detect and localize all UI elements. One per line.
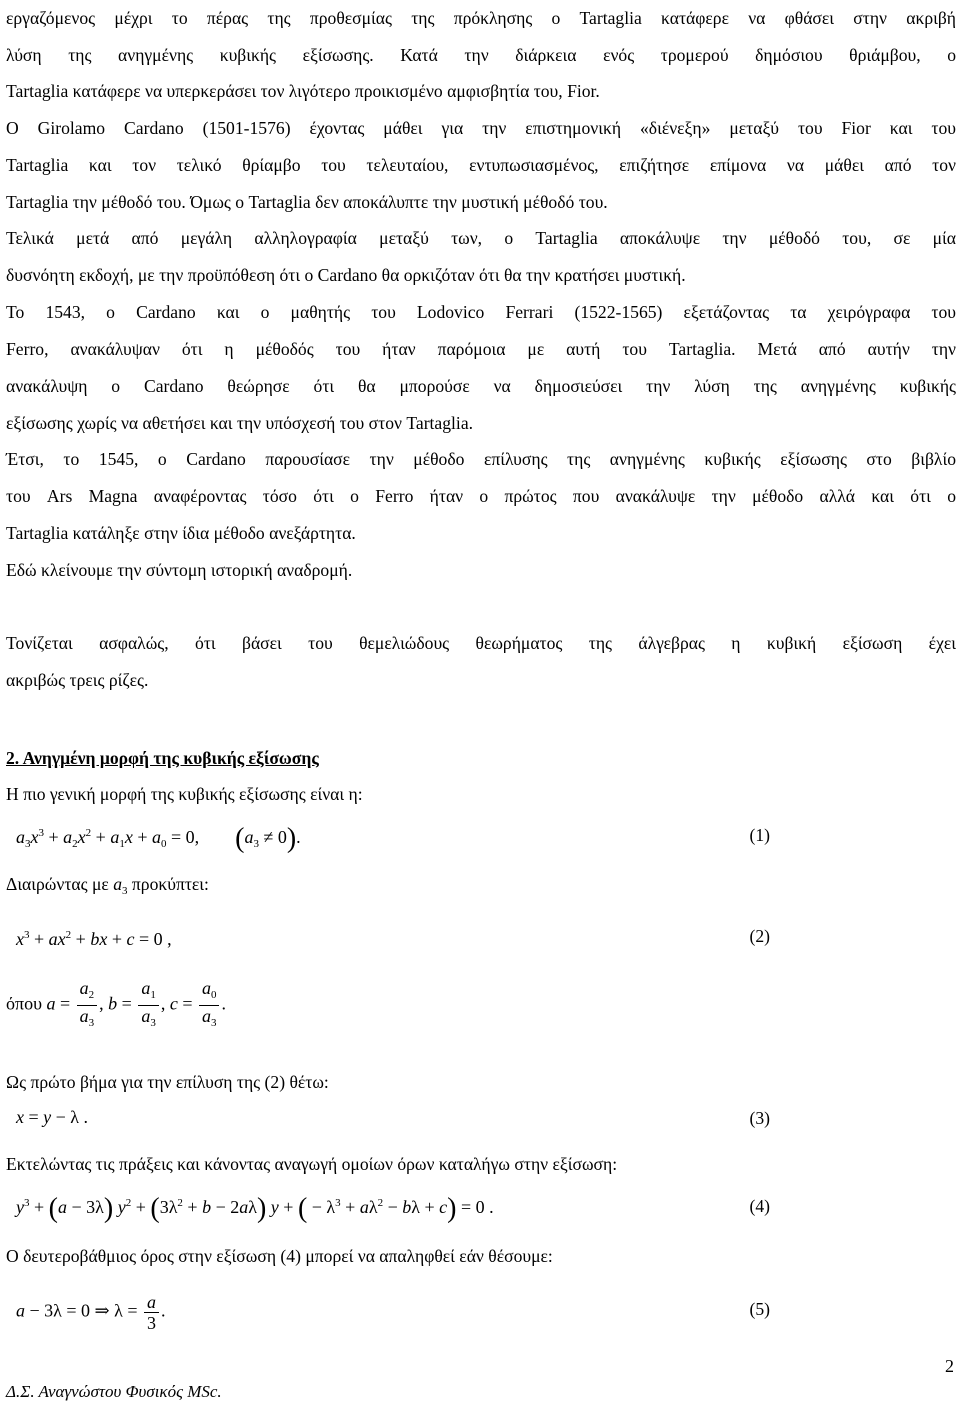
paragraph-line: Εδώ κλείνουμε την σύντομη ιστορική αναδρομή.: [6, 560, 353, 580]
paragraph-line: εργαζόμενος μέχρι το πέρας της προθεσμίας της πρόκλησης ο Tartaglia κατάφερε να φθάσει στην ακριβή: [6, 8, 956, 28]
first-step-text: Ως πρώτο βήμα για την επίλυση της (2) θέτω:: [6, 1072, 329, 1092]
paragraph-line: Ο Girolamo Cardano (1501-1576) έχοντας μάθει για την επιστημονική «διένεξη» μεταξύ του Fior και του: [6, 118, 956, 138]
equation-4: $y^3 + (a - 3\lambda) y^2 + (3\lambda^2 + b - 2a\lambda) y$ + ( − $\lambda^3 + a\lambda^2 - b\lambda + c) = 0$ .: [16, 1193, 494, 1224]
divide-text: Διαιρώντας με: [6, 874, 109, 894]
paragraph-line: ακριβώς τρεις ρίζες.: [6, 670, 149, 690]
divide-suffix: προκύπτει:: [131, 874, 209, 894]
equation-number: (5): [749, 1299, 770, 1319]
section-intro: Η πιο γενική μορφή της κυβικής εξίσωσης είναι η:: [6, 784, 363, 804]
paragraph-line: Το 1543, ο Cardano και ο μαθητής του Lodovico Ferrari (1522-1565) εξετάζοντας τα χειρόγραφα του: [6, 302, 956, 322]
paragraph-line: δυσνόητη εκδοχή, με την προϋπόθεση ότι ο Cardano θα ορκιζόταν ότι θα την κρατήσει μυστική.: [6, 265, 686, 285]
footer-author: Δ.Σ. Αναγνώστου Φυσικός MSc.: [6, 1382, 222, 1401]
paragraph-line: Tartaglia την μέθοδό του. Όμως ο Tartaglia δεν αποκάλυπτε την μυστική μέθοδό του.: [6, 192, 608, 212]
paragraph-line: Tartaglia κατάφερε να υπερκεράσει τον λιγότερο προικισμένο αμφισβητία του, Fior.: [6, 81, 600, 101]
paragraph-line: Τελικά μετά από μεγάλη αλληλογραφία μεταξύ των, ο Tartaglia αποκάλυψε την μέθοδό του, σε μία: [6, 228, 956, 248]
equation-1: $a_3x^3 + a_2x^2 + a_1x + a_0 = 0$, $(a_3 \ne 0)$.: [16, 823, 301, 854]
eliminate-text: Ο δευτεροβάθμιος όρος στην εξίσωση (4) μπορεί να απαληφθεί εάν θέσουμε:: [6, 1246, 553, 1266]
paragraph-line: λύση της ανηγμένης κυβικής εξίσωσης. Κατά την διάρκεια ενός τρομερού δημόσιου θριάμβου, ο: [6, 45, 956, 65]
equation-number: (4): [749, 1196, 770, 1216]
coefficient-definitions: όπου a = $\frac{a_2}{a_3}$ , b = $\frac{a_1}{a_3}$ , c = $\frac{a_0}{a_3}$ .: [6, 978, 226, 1029]
paragraph-line: ανακάλυψη ο Cardano θεώρησε ότι θα μπορούσε να δημοσιεύσει την λύση της ανηγμένης κυβικής: [6, 376, 956, 396]
equation-5: a − 3λ = 0 ⇒ λ = $\frac{a}{3}$ .: [16, 1292, 166, 1333]
paragraph-line: Tartaglia και τον τελικό θρίαμβο του τελευταίου, εντυπωσιασμένος, επιζήτησε επίμονα να μάθει από τον: [6, 155, 956, 175]
equation-number: (3): [749, 1108, 770, 1128]
equation-number: (1): [749, 825, 770, 845]
page-number: 2: [945, 1356, 954, 1376]
perform-text: Εκτελώντας τις πράξεις και κάνοντας αναγωγή ομοίων όρων καταλήγω στην εξίσωση:: [6, 1154, 618, 1174]
divide-line: Διαιρώντας με $a_3$ προκύπτει:: [6, 874, 209, 897]
paragraph-line: Ferro, ανακάλυψαν ότι η μέθοδός του ήταν παρόμοια με αυτή του Tartaglia. Μετά από αυτήν την: [6, 339, 956, 359]
equation-3: x = y − λ .: [16, 1107, 89, 1127]
section-heading: 2. Ανηγμένη μορφή της κυβικής εξίσωσης: [6, 748, 319, 768]
where-text: όπου: [6, 993, 42, 1014]
paragraph-line: Έτσι, το 1545, ο Cardano παρουσίασε την μέθοδο επίλυσης της ανηγμένης κυβικής εξίσωσης στο βιβλίο: [6, 449, 956, 469]
equation-2: $x^3 + ax^2$ + bx + c = 0 ,: [16, 929, 172, 949]
paragraph-line: εξίσωσης χωρίς να αθετήσει και την υπόσχεσή του στον Tartaglia.: [6, 413, 474, 433]
paragraph-line: Tartaglia κατάληξε στην ίδια μέθοδο ανεξάρτητα.: [6, 523, 356, 543]
equation-number: (2): [749, 926, 770, 946]
paragraph-line: Τονίζεται ασφαλώς, ότι βάσει του θεμελιώδους θεωρήματος της άλγεβρας η κυβική εξίσωση έχει: [6, 633, 956, 653]
paragraph-line: του Ars Magna αναφέροντας τόσο ότι ο Ferro ήταν ο πρώτος που ανακάλυψε την μέθοδο αλλά και ότι ο: [6, 486, 956, 506]
